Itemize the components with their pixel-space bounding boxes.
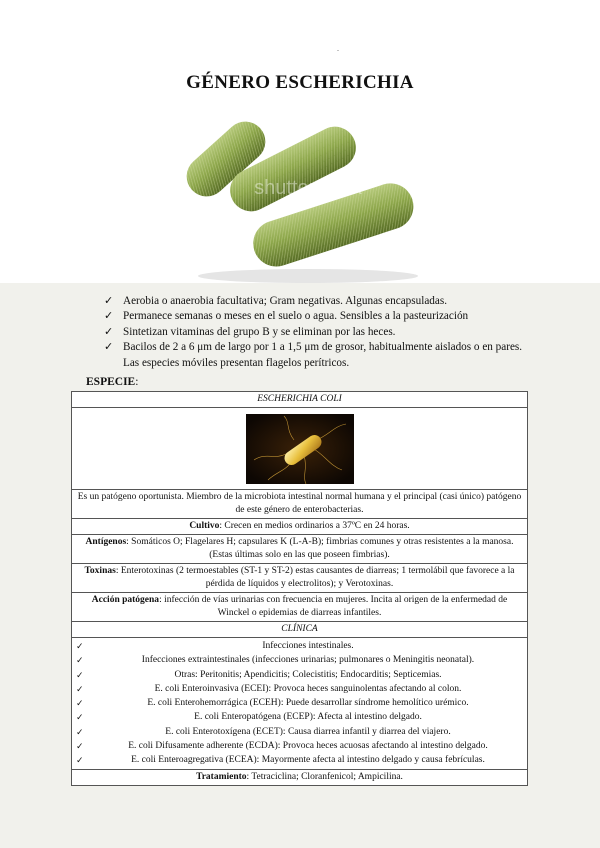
table-header: ESCHERICHIA COLI [72,392,528,408]
cultivo-label: Cultivo [189,521,220,531]
clinica-text: E. coli Enteropatógena (ECEP): Afecta al intestino delgado. [194,712,422,723]
antigenos-text: : Somáticos O; Flagelares H; capsulares K (L-A-B); fimbrias comunes y otras resistentes a la manosa. (Estas últimas solo en las que poseen fimbrias). [126,537,514,560]
toxinas-text: : Enterotoxinas (2 termoestables (ST-1 y ST-2) estas causantes de diarreas; 1 termolábil que favorece a la pérdida de líquidos y electrolitos); y Verotoxinas. [115,566,515,589]
clinica-text: E. coli Enteroinvasiva (ECEI): Provoca heces sanguinolentas afectando al colon. [154,683,462,694]
check-icon: ✓ [76,741,84,752]
list-item [104,340,524,371]
accion-text: : infección de vías urinarias con frecuencia en mujeres. Incita al origen de la enfermedad de Winckel o epidemias de diarreas infantiles. [159,595,508,618]
list-item [76,682,523,696]
list-item [76,668,523,682]
list-item [104,325,524,340]
tratamiento-label: Tratamiento [196,771,247,782]
list-item [104,309,524,324]
check-icon: ✓ [76,698,84,709]
accion-label: Acción patógena [91,595,160,605]
check-icon: ✓ [104,341,114,354]
list-item [76,639,523,653]
stray-dot: . [337,44,339,53]
check-icon: ✓ [104,310,114,323]
feature-text: Permanece semanas o meses en el suelo o agua. Sensibles a la pasteurización [123,310,469,323]
cultivo-text: : Crecen en medios ordinarios a 37ºC en 24 horas. [219,521,410,531]
accion-cell [72,593,528,622]
check-icon: ✓ [76,755,84,766]
check-icon: ✓ [76,669,84,680]
check-icon: ✓ [104,325,114,338]
toxinas-label: Toxinas [84,566,116,576]
check-icon: ✓ [76,641,84,651]
clinica-text: E. coli Enteroagregativa (ECEA): Mayormente afecta al intestino delgado y causa febrículas. [131,755,485,766]
list-item [76,710,523,724]
watermark-text: shutterstock [254,177,362,199]
clinica-text: E. coli Enterohemorrágica (ECEH): Puede desarrollar síndrome hemolítico urémico. [147,698,469,709]
list-item [76,753,523,767]
clinica-list [72,638,528,770]
feature-list [104,294,524,371]
especie-label: ESPECIE [86,376,136,388]
list-item [104,294,524,309]
clinica-text: Infecciones intestinales. [262,641,354,651]
feature-text: Bacilos de 2 a 6 μm de largo por 1 a 1,5 μm de grosor, habitualmente aislados o en pares. Las especies móviles presentan flagelos perítricos. [123,341,523,369]
check-icon: ✓ [76,655,84,666]
page-title: GÉNERO ESCHERICHIA [186,72,414,93]
check-icon: ✓ [76,726,84,737]
check-icon: ✓ [76,712,84,723]
tratamiento-text: : Tetraciclina; Cloranfenicol; Ampicilina. [246,771,403,782]
clinica-text: E. coli Difusamente adherente (ECDA): Provoca heces acuosas afectando al intestino delgado. [128,741,488,752]
list-item [76,739,523,753]
feature-text: Aerobia o anaerobia facultativa; Gram negativas. Algunas encapsuladas. [123,295,447,307]
cultivo-cell [72,519,528,535]
antigenos-label: Antígenos [85,537,127,547]
description-cell: Es un patógeno oportunista. Miembro de la microbiota intestinal normal humana y el principal (casi único) patógeno de este género de enterobacterias. [72,490,528,519]
photo-cell [72,408,528,490]
check-icon: ✓ [104,295,114,307]
clinica-text: Infecciones extraintestinales (infecciones urinarias; pulmonares o Meningitis neonatal). [141,655,475,666]
list-item [76,653,523,667]
bacteria-illustration [168,104,432,284]
species-table [71,391,528,786]
toxinas-cell [72,564,528,593]
feature-text: Sintetizan vitaminas del grupo B y se eliminan por las heces. [123,325,396,338]
antigenos-cell [72,535,528,564]
especie-colon: : [135,376,139,388]
clinica-header: CLÍNICA [72,622,528,638]
check-icon: ✓ [76,683,84,694]
clinica-text: Otras: Peritonitis; Apendicitis; Colecistitis; Endocarditis; Septicemias. [174,669,442,680]
list-item [76,696,523,710]
clinica-text: E. coli Enterotoxígena (ECET): Causa diarrea infantil y diarrea del viajero. [165,726,451,737]
tratamiento-cell [72,769,528,785]
ecoli-photo [246,414,354,484]
section-label [86,376,138,388]
list-item [76,725,523,739]
